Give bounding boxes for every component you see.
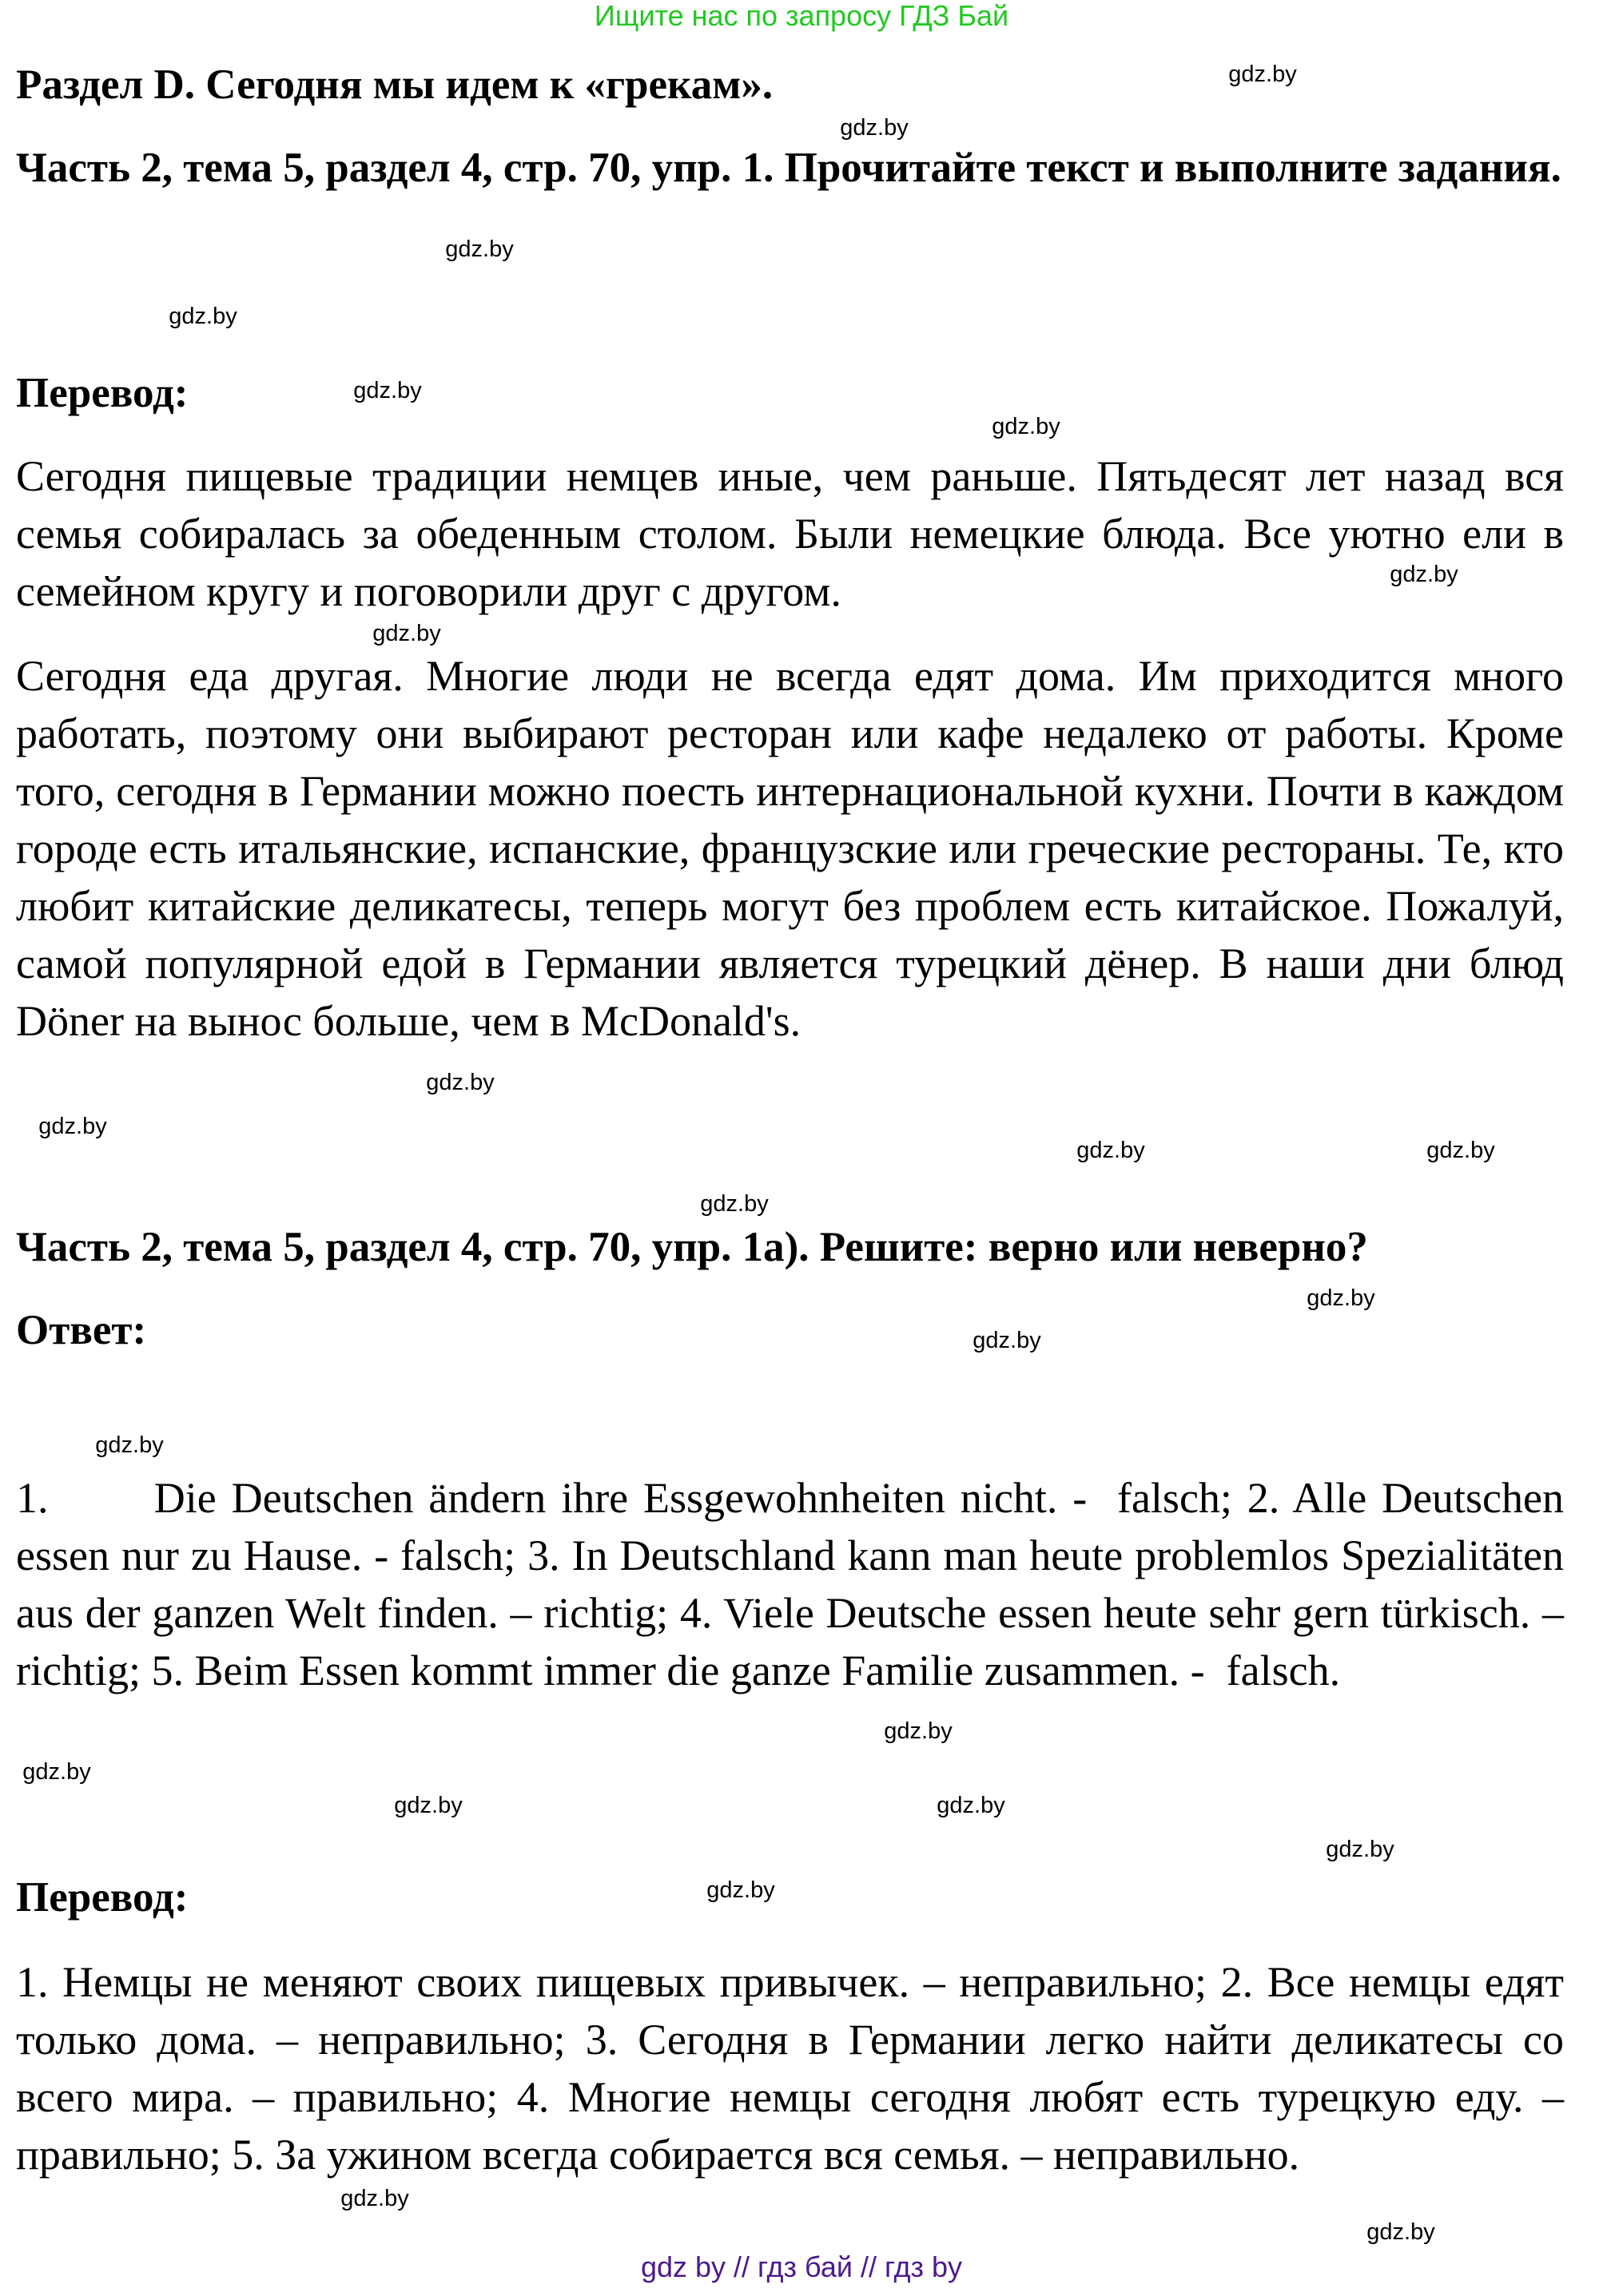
watermark: gdz.by: [22, 1759, 91, 1785]
watermark: gdz.by: [1307, 1285, 1375, 1311]
task2-title: Часть 2, тема 5, раздел 4, стр. 70, упр. 1а). Решите: верно или неверно?: [16, 1224, 1368, 1270]
watermark: gdz.by: [1426, 1138, 1495, 1163]
watermark: gdz.by: [372, 621, 441, 646]
watermark: gdz.by: [884, 1718, 953, 1744]
watermark: gdz.by: [973, 1328, 1041, 1353]
translation-text: 1. Немцы не меняют своих пищевых привычек. – неправильно; 2. Все немцы едят только дома. – неправильно; 3. Сегодня в Германии легко найти деликатесы со всего мира. – правильно; 4. Многие немцы сегодня любят есть турецкую еду. – правильно; 5. За ужином всегда собирается вся семья. – неправильно.: [16, 1958, 1564, 2179]
watermark: gdz.by: [340, 2186, 409, 2211]
watermark: gdz.by: [426, 1070, 495, 1095]
section-title: Раздел D. Сегодня мы идем к «грекам».: [16, 62, 774, 108]
watermark: gdz.by: [394, 1793, 463, 1818]
answer-text: 1. Die Deutschen ändern ihre Essgewohnheiten nicht. - falsch; 2. Alle Deutschen essen nur zu Hause. - falsch; 3. In Deutschland kann man heute problemlos Spezialitäten aus der ganzen Welt finden. – richtig; 4. Viele Deutsche essen heute sehr gern türkisch. – richtig; 5. Beim Essen kommt immer die ganze Familie zusammen. - falsch.: [16, 1474, 1575, 1694]
watermark: gdz.by: [1390, 562, 1458, 587]
watermark: gdz.by: [169, 304, 237, 329]
translation-label-1: Перевод:: [16, 370, 189, 416]
footer-links: gdz by // гдз бай // гдз by: [640, 2250, 963, 2283]
watermark: gdz.by: [992, 414, 1060, 439]
watermark: gdz.by: [1076, 1138, 1145, 1163]
answer-label: Ответ:: [16, 1307, 147, 1353]
watermark: gdz.by: [937, 1793, 1005, 1818]
text-paragraph-2: Сегодня еда другая. Многие люди не всегда едят дома. Им приходится много работать, поэтому они выбирают ресторан или кафе недалеко от работы. Кроме того, сегодня в Германии можно поесть интернациональной кухни. Почти в каждом городе есть итальянские, испанские, французские или греческие рестораны. Те, кто любит китайские деликатесы, теперь могут без проблем есть китайское. Пожалуй, самой популярной едой в Германии является турецкий дёнер. В наши дни блюд Döner на вынос больше, чем в McDonald's.: [16, 652, 1564, 1045]
watermark: gdz.by: [38, 1114, 107, 1139]
search-banner: Ищите нас по запросу ГДЗ Бай: [594, 0, 1009, 32]
text-paragraph-1: Сегодня пищевые традиции немцев иные, чем раньше. Пятьдесят лет назад вся семья собиралась за обеденным столом. Были немецкие блюда. Все уютно ели в семейном кругу и поговорили друг с другом.: [16, 452, 1564, 615]
watermark: gdz.by: [706, 1877, 775, 1903]
watermark: gdz.by: [840, 115, 909, 141]
watermark: gdz.by: [353, 378, 422, 403]
watermark: gdz.by: [1228, 62, 1297, 87]
watermark: gdz.by: [700, 1191, 769, 1217]
translation-label-2: Перевод:: [16, 1874, 189, 1921]
watermark: gdz.by: [1326, 1837, 1394, 1862]
watermark: gdz.by: [1366, 2219, 1435, 2245]
task1-title: Часть 2, тема 5, раздел 4, стр. 70, упр. 1. Прочитайте текст и выполните задания.: [16, 145, 1561, 191]
watermark: gdz.by: [95, 1432, 164, 1458]
watermark: gdz.by: [445, 236, 514, 262]
